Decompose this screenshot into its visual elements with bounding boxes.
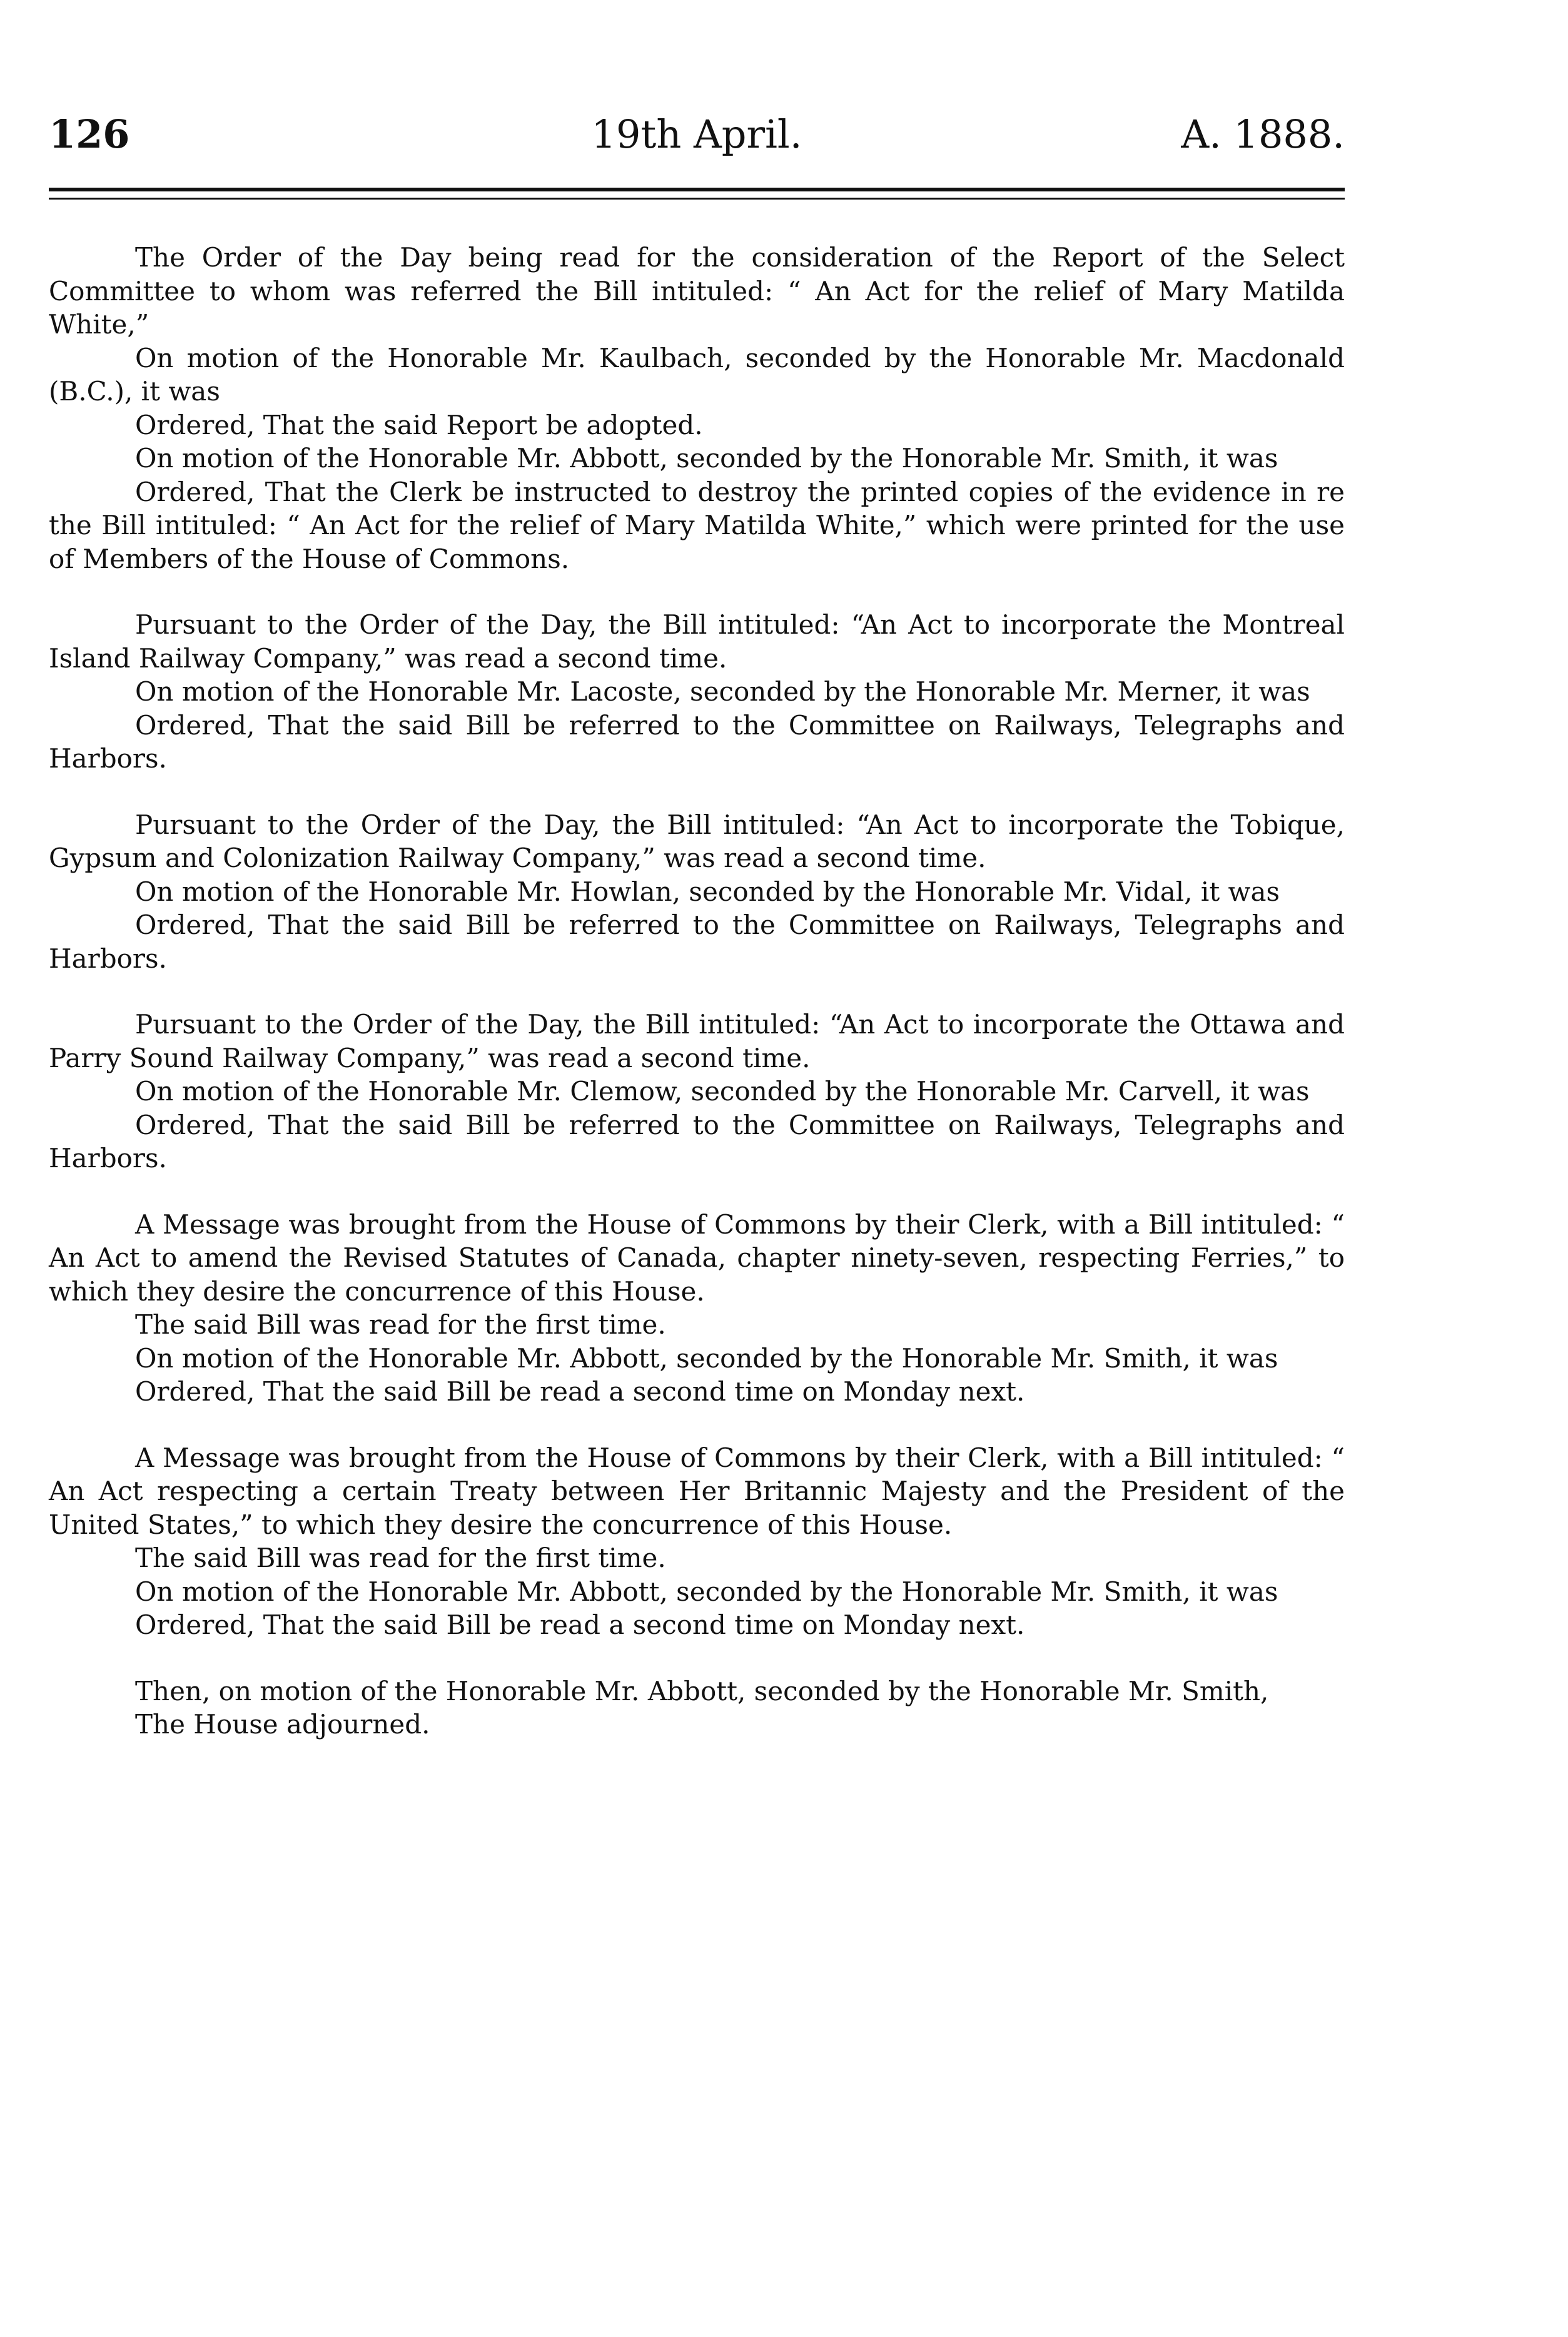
paragraph: A Message was brought from the House of Commons by their Clerk, with a Bill intituled: “ An Act respecting a certain Treaty between Her Britannic Majesty and the President of the United States,” to which they desire the concurrence of this House. xyxy=(49,1442,1345,1540)
paragraph: On motion of the Honorable Mr. Abbott, seconded by the Honorable Mr. Smith, it was xyxy=(135,1576,1278,1607)
header-rule-thin xyxy=(49,198,1345,200)
paragraph: On motion of the Honorable Mr. Abbott, seconded by the Honorable Mr. Smith, it was xyxy=(135,443,1278,474)
journal-body xyxy=(49,241,1345,1741)
paragraph: On motion of the Honorable Mr. Kaulbach, seconded by the Honorable Mr. Macdonald (B.C.), it was xyxy=(49,342,1345,407)
paragraph: On motion of the Honorable Mr. Clemow, seconded by the Honorable Mr. Carvell, it was xyxy=(135,1076,1310,1107)
header-rule-thick xyxy=(49,188,1345,191)
paragraph: Ordered, That the said Bill be read a second time on Monday next. xyxy=(135,1376,1025,1407)
paragraph: On motion of the Honorable Mr. Abbott, seconded by the Honorable Mr. Smith, it was xyxy=(135,1342,1278,1374)
paragraph: Pursuant to the Order of the Day, the Bill intituled: “An Act to incorporate the Montreal Island Railway Company,” was read a second time. xyxy=(49,609,1345,674)
paragraph: Ordered, That the said Bill be referred to the Committee on Railways, Telegraphs and Harbors. xyxy=(49,1109,1345,1174)
paragraph: The Order of the Day being read for the consideration of the Report of the Select Committee to whom was referred the Bill intituled: “ An Act for the relief of Mary Matilda White,” xyxy=(49,242,1345,340)
paragraph: Ordered, That the Clerk be instructed to destroy the printed copies of the evidence in re the Bill intituled: “ An Act for the relief of Mary Matilda White,” which were printed for the use of Members of the House of Commons. xyxy=(49,476,1345,574)
page-header xyxy=(49,106,1345,163)
page-date-heading: 19th April. xyxy=(591,111,802,157)
page-year: A. 1888. xyxy=(1181,111,1345,157)
paragraph: On motion of the Honorable Mr. Howlan, seconded by the Honorable Mr. Vidal, it was xyxy=(135,876,1280,907)
paragraph: The said Bill was read for the first time. xyxy=(135,1309,666,1340)
paragraph: The said Bill was read for the first time. xyxy=(135,1543,666,1573)
paragraph: Pursuant to the Order of the Day, the Bill intituled: “An Act to incorporate the Tobique, Gypsum and Colonization Railway Company,” was read a second time. xyxy=(49,809,1345,873)
paragraph: A Message was brought from the House of Commons by their Clerk, with a Bill intituled: “ An Act to amend the Revised Statutes of Canada, chapter ninety-seven, respecting Ferries,” to which they desire the concurrence of this House. xyxy=(49,1209,1345,1307)
paragraph: Pursuant to the Order of the Day, the Bill intituled: “An Act to incorporate the Ottawa and Parry Sound Railway Company,” was read a second time. xyxy=(49,1009,1345,1073)
paragraph: On motion of the Honorable Mr. Lacoste, seconded by the Honorable Mr. Merner, it was xyxy=(135,676,1310,707)
paragraph: Ordered, That the said Report be adopted. xyxy=(135,409,703,440)
paragraph: Ordered, That the said Bill be referred to the Committee on Railways, Telegraphs and Harbors. xyxy=(49,910,1345,974)
page-number: 126 xyxy=(49,111,130,157)
paragraph: Ordered, That the said Bill be read a second time on Monday next. xyxy=(135,1610,1025,1640)
paragraph: Ordered, That the said Bill be referred to the Committee on Railways, Telegraphs and Harbors. xyxy=(49,709,1345,774)
paragraph: Then, on motion of the Honorable Mr. Abbott, seconded by the Honorable Mr. Smith, xyxy=(135,1675,1269,1706)
paragraph: The House adjourned. xyxy=(135,1709,430,1740)
